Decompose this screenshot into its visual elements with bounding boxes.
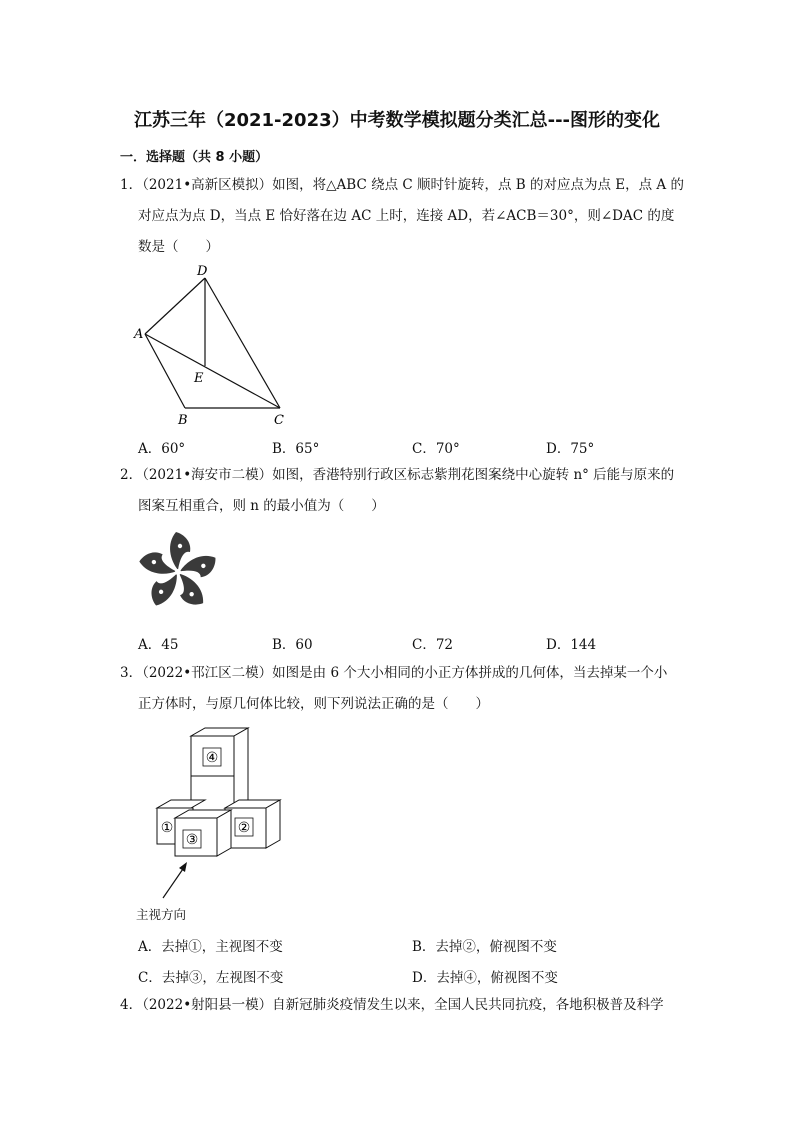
document-title: 江苏三年（2021-2023）中考数学模拟题分类汇总---图形的变化 (133, 110, 661, 131)
triangle-rotation-figure (130, 258, 300, 434)
question-2-line-2: 图案互相重合，则 n 的最小值为（ ） (138, 498, 385, 514)
question-4-line-1: 4．（2022•射阳县一模）自新冠肺炎疫情发生以来，全国人民共同抗疫，各地积极普及科学 (120, 997, 664, 1013)
cube-assembly-figure (135, 726, 305, 926)
section-heading: 一．选择题（共 8 小题） (120, 150, 269, 165)
label-d: D (197, 264, 208, 279)
question-1-line-1: 1．（2021•高新区模拟）如图，将△ABC 绕点 C 顺时针旋转，点 B 的对应点为点 E，点 A 的 (120, 177, 684, 193)
q2-option-a: A．45 (138, 637, 179, 653)
q1-option-b: B．65° (272, 441, 320, 457)
q1-option-d: D．75° (546, 441, 595, 457)
question-4 (120, 990, 680, 1021)
question-3 (120, 658, 680, 720)
question-1 (120, 170, 684, 263)
q1-option-a: A．60° (138, 441, 186, 457)
q3-option-b: B．去掉②，俯视图不变 (412, 939, 557, 955)
bauhinia-flower-icon (134, 528, 222, 616)
cube-label-4: ④ (205, 750, 219, 766)
question-3-line-2: 正方体时，与原几何体比较，则下列说法正确的是（ ） (138, 696, 489, 712)
q3-option-c: C．去掉③，左视图不变 (138, 970, 284, 986)
cube-label-2: ② (237, 820, 251, 836)
cube-label-1: ① (160, 820, 174, 836)
question-1-line-2: 对应点为点 D，当点 E 恰好落在边 AC 上时，连接 AD，若∠ACB＝30°，则∠DAC 的度 (138, 208, 675, 224)
q3-option-a: A．去掉①，主视图不变 (138, 939, 283, 955)
q2-option-c: C．72 (412, 637, 454, 653)
label-e: E (194, 371, 204, 386)
label-c: C (274, 413, 284, 428)
label-b: B (178, 413, 188, 428)
question-2-line-1: 2．（2021•海安市二模）如图，香港特别行政区标志紫荆花图案绕中心旋转 n° 后能与原来的 (120, 467, 675, 483)
label-a: A (134, 327, 144, 342)
view-direction-arrow (163, 866, 185, 898)
cube-label-3: ③ (185, 832, 199, 848)
q3-option-d: D．去掉④，俯视图不变 (412, 970, 558, 986)
q2-option-b: B．60 (272, 637, 313, 653)
question-2 (120, 460, 680, 522)
question-3-line-1: 3．（2022•邗江区二模）如图是由 6 个大小相同的小正方体拼成的几何体，当去掉某一个小 (120, 665, 668, 681)
q2-option-d: D．144 (546, 637, 597, 653)
view-direction-label: 主视方向 (136, 907, 187, 922)
q1-option-c: C．70° (412, 441, 460, 457)
question-1-line-3: 数是（ ） (138, 239, 219, 255)
